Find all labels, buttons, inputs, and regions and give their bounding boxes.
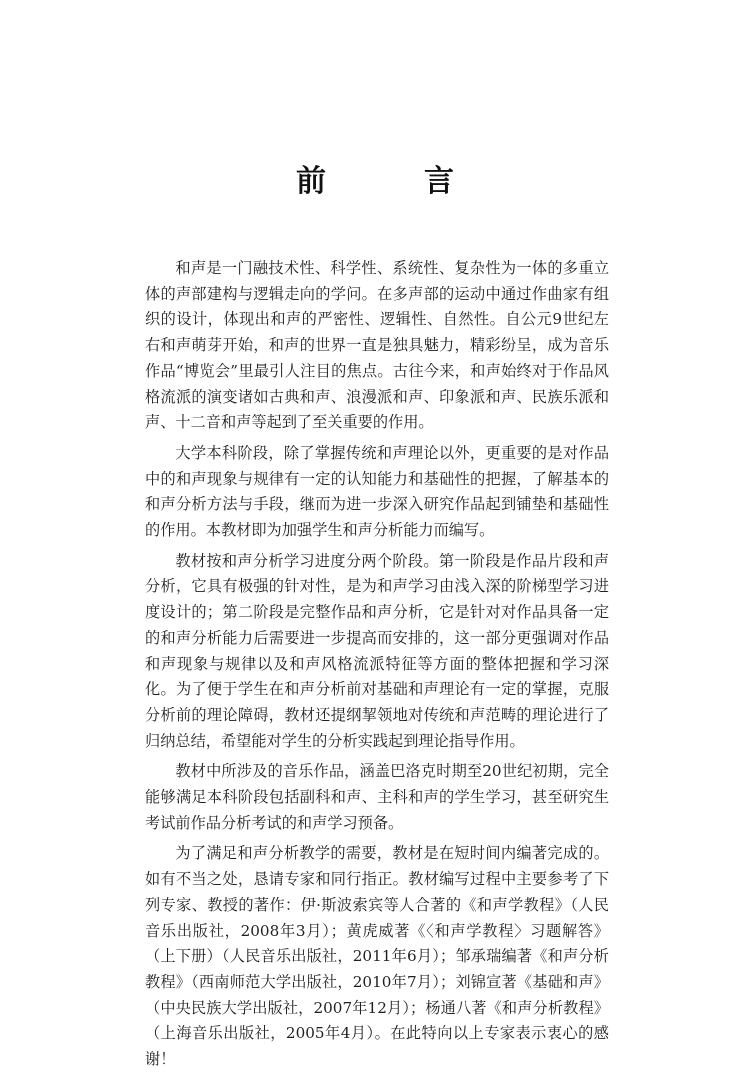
- paragraph-2: 大学本科阶段，除了掌握传统和声理论以外，更重要的是对作品中的和声现象与规律有一定的认知能力和基础性的把握，了解基本的和声分析方法与手段，继而为进一步深入研究作品起到铺垫和基础性的作用。本教材即为加强学生和声分析能力而编写。: [145, 443, 609, 540]
- paragraph-1: 和声是一门融技术性、科学性、系统性、复杂性为一体的多重立体的声部建构与逻辑走向的学问。在多声部的运动中通过作曲家有组织的设计，体现出和声的严密性、逻辑性、自然性。自公元9世纪左右和声萌芽开始，和声的世界一直是独具魅力，精彩纷呈，成为音乐作品“博览会”里最引人注目的焦点。古往今来，和声始终对于作品风格流派的演变诸如古典和声、浪漫派和声、印象派和声、民族乐派和声、十二音和声等起到了至关重要的作用。: [145, 259, 609, 432]
- preface-body: [145, 256, 609, 1078]
- paragraph-4: 教材中所涉及的音乐作品，涵盖巴洛克时期至20世纪初期，完全能够满足本科阶段包括副科和声、主科和声的学生学习，甚至研究生考试前作品分析考试的和声学习预备。: [145, 762, 609, 832]
- page-title: 前 言: [296, 164, 488, 199]
- paragraph-5: 为了满足和声分析教学的需要，教材是在短时间内编著完成的。如有不当之处，恳请专家和同行指正。教材编写过程中主要参考了下列专家、教授的著作：伊·斯波索宾等人合著的《和声学教程》（人民音乐出版社，2008年3月）；黄虎威著《〈和声学教程〉习题解答》（上下册）（人民音乐出版社，2011年6月）；邹承瑞编著《和声分析教程》（西南师范大学出版社，2010年7月）；刘锦宣著《基础和声》（中央民族大学出版社，2007年12月）；杨通八著《和声分析教程》（上海音乐出版社，2005年4月）。在此特向以上专家表示衷心的感谢！: [145, 844, 609, 1069]
- paragraph-3: 教材按和声分析学习进度分两个阶段。第一阶段是作品片段和声分析，它具有极强的针对性，是为和声学习由浅入深的阶梯型学习进度设计的；第二阶段是完整作品和声分析，它是针对对作品具备一定的和声分析能力后需要进一步提高而安排的，这一部分更强调对作品和声现象与规律以及和声风格流派特征等方面的整体把握和学习深化。为了便于学生在和声分析前对基础和声理论有一定的掌握，克服分析前的理论障碍，教材还提纲挈领地对传统和声范畴的理论进行了归纳总结，希望能对学生的分析实践起到理论指导作用。: [145, 551, 609, 750]
